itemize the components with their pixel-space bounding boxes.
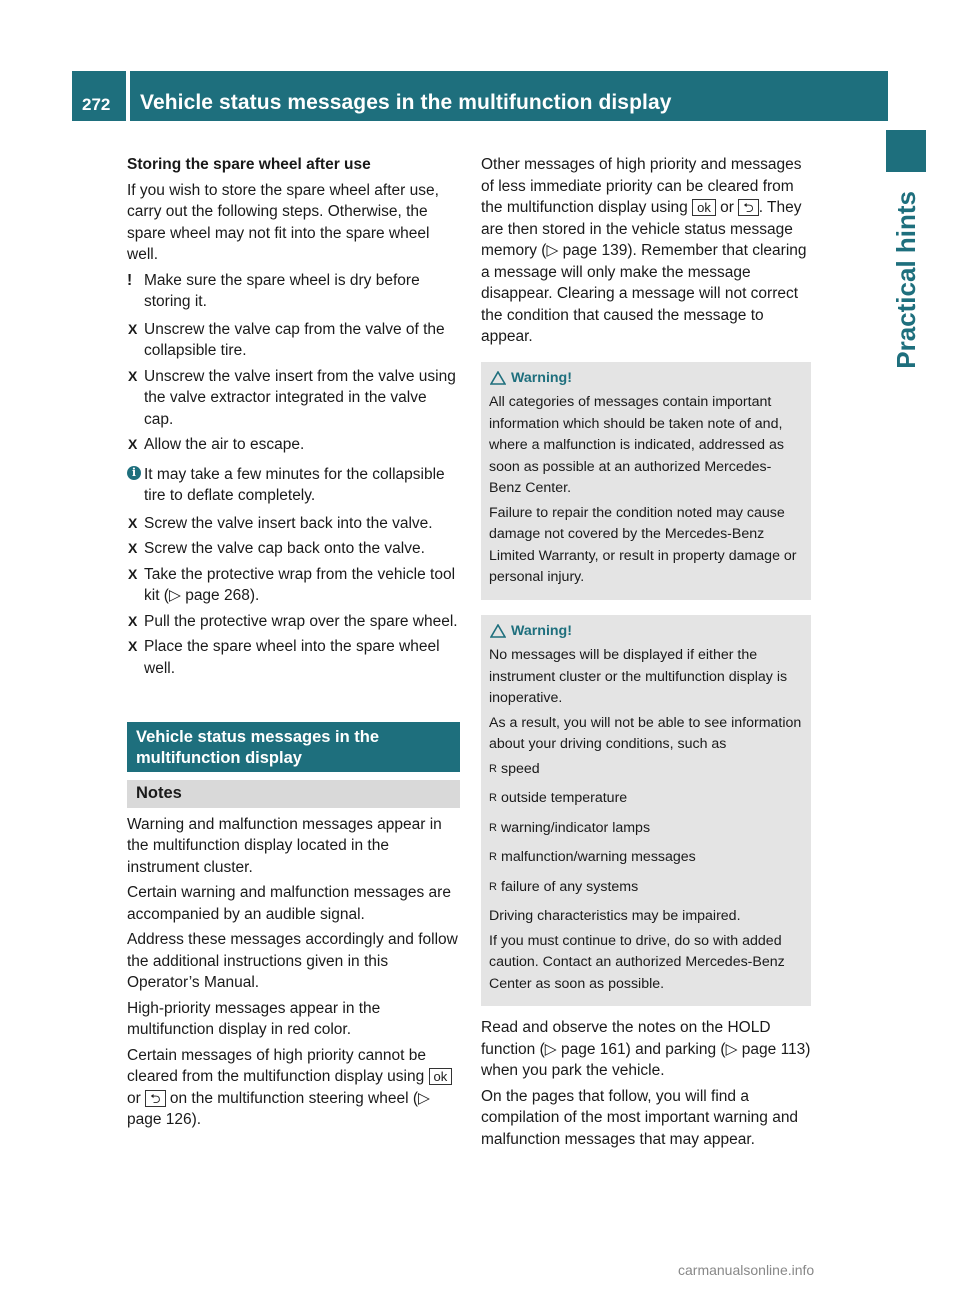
step-item xyxy=(127,564,460,607)
warning-text: Failure to repair the condition noted may cause damage not covered by the Mercedes-Benz Limited Warranty, or result in property damage or personal injury. xyxy=(489,504,797,585)
para-text: on the multifunction steering wheel (▷ page 126). xyxy=(127,1089,430,1128)
step-arrow-icon: X xyxy=(128,540,138,556)
back-key-icon: ⮌ xyxy=(738,199,758,216)
info-text: It may take a few minutes for the collapsible tire to deflate completely. xyxy=(144,465,445,504)
warning-triangle-icon xyxy=(490,371,506,385)
step-arrow-icon: X xyxy=(128,320,138,337)
step-arrow-icon: X xyxy=(128,514,138,531)
list-item: R warning/indicator lamps xyxy=(489,818,803,840)
warning-text: As a result, you will not be able to see information about your driving conditions, such as xyxy=(489,714,802,752)
left-column xyxy=(127,154,460,1135)
side-tab-label: Practical hints xyxy=(891,191,921,369)
warning-box xyxy=(481,615,811,1007)
exclamation-icon: ! xyxy=(127,271,133,289)
para: Certain warning and malfunction messages are accompanied by an audible signal. xyxy=(127,884,451,923)
side-tab xyxy=(886,183,926,583)
para-keys xyxy=(127,1045,460,1131)
storing-heading: Storing the spare wheel after use xyxy=(127,156,371,173)
ok-key-icon: ok xyxy=(692,199,716,216)
side-tab-marker xyxy=(886,130,926,172)
step-text: Unscrew the valve insert from the valve using the valve extractor integrated in the valve cap. xyxy=(144,367,456,428)
step-text: Screw the valve cap back onto the valve. xyxy=(144,540,425,557)
intro-para xyxy=(481,154,811,348)
page-title: Vehicle status messages in the multifunction display xyxy=(130,71,888,121)
para: Warning and malfunction messages appear in the multifunction display located in the instrument cluster. xyxy=(127,815,442,876)
warning-title xyxy=(489,368,803,390)
step-arrow-icon: X xyxy=(128,565,138,582)
step-text: Screw the valve insert back into the valve. xyxy=(144,514,433,532)
step-text: Take the protective wrap from the vehicle tool kit (▷ page 268). xyxy=(144,565,456,604)
step-arrow-icon: X xyxy=(128,367,138,384)
step-item xyxy=(127,319,460,362)
step-item xyxy=(127,636,460,679)
warning-title xyxy=(489,621,803,643)
list-item: R speed xyxy=(489,759,803,781)
para-text: Other messages of high priority and messages of less immediate priority can be cleared from the multifunction display using xyxy=(481,156,802,216)
para-text: Certain messages of high priority cannot be cleared from the multifunction display using xyxy=(127,1046,426,1085)
para: Read and observe the notes on the HOLD function (▷ page 161) and parking (▷ page 113) when you park the vehicle. xyxy=(481,1019,811,1079)
warning-text: All categories of messages contain important information which should be taken note of and, where a malfunction is indicated, addressed as soon as possible at an authorized Mercedes-Benz Center. xyxy=(489,394,784,496)
warning-triangle-icon xyxy=(490,624,506,638)
step-text: Pull the protective wrap over the spare wheel. xyxy=(144,612,458,630)
notes-heading: Notes xyxy=(127,780,460,808)
warning-list xyxy=(489,759,803,899)
info-note xyxy=(127,464,460,507)
back-key-icon: ⮌ xyxy=(145,1090,165,1107)
step-item xyxy=(127,611,460,633)
list-item: R malfunction/warning messages xyxy=(489,847,803,869)
step-item xyxy=(127,434,460,456)
step-arrow-icon: X xyxy=(128,612,138,629)
warning-text: Driving characteristics may be impaired. xyxy=(489,908,741,924)
step-arrow-icon: X xyxy=(128,436,138,452)
step-arrow-icon: X xyxy=(128,638,138,654)
warning-text: If you must continue to drive, do so with added caution. Contact an authorized Mercedes-Benz Center as soon as possible. xyxy=(489,932,785,992)
warning-box xyxy=(481,362,811,600)
warning-text: No messages will be displayed if either the instrument cluster or the multifunction display is inoperative. xyxy=(489,647,788,706)
watermark: carmanualsonline.info xyxy=(678,1262,815,1278)
step-item xyxy=(127,538,460,560)
section-heading: Vehicle status messages in the multifunction display xyxy=(127,722,460,772)
para: High-priority messages appear in the multifunction display in red color. xyxy=(127,999,381,1038)
list-item: R outside temperature xyxy=(489,788,803,810)
para: Address these messages accordingly and follow the additional instructions given in this Operator’s Manual. xyxy=(127,931,458,991)
step-text: Allow the air to escape. xyxy=(144,436,305,453)
ok-key-icon: ok xyxy=(429,1068,453,1085)
warning-title-text: Warning! xyxy=(511,622,572,639)
para: On the pages that follow, you will find a compilation of the most important warning and malfunction messages that may appear. xyxy=(481,1087,799,1148)
storing-intro: If you wish to store the spare wheel after use, carry out the following steps. Otherwise, the spare wheel may not fit into the spare wheel well. xyxy=(127,181,439,263)
step-text: Place the spare wheel into the spare wheel well. xyxy=(144,638,440,677)
or-text: or xyxy=(127,1089,141,1107)
note-dry-text: Make sure the spare wheel is dry before storing it. xyxy=(144,271,420,310)
note-dry xyxy=(127,270,460,313)
step-text: Unscrew the valve cap from the valve of the collapsible tire. xyxy=(144,320,445,359)
info-icon: i xyxy=(127,466,141,480)
list-item: R failure of any systems xyxy=(489,877,803,899)
page-number: 272 xyxy=(72,71,126,121)
step-item xyxy=(127,366,460,431)
step-item xyxy=(127,513,460,535)
warning-title-text: Warning! xyxy=(511,369,572,386)
or-text: or xyxy=(720,199,734,216)
right-column xyxy=(481,154,811,1154)
para-text: . They are then stored in the vehicle status message memory (▷ page 139). Remember that clearing a message will only make the message disappear. Clearing a message will not correct the condition that caused the message to appear. xyxy=(481,199,807,345)
